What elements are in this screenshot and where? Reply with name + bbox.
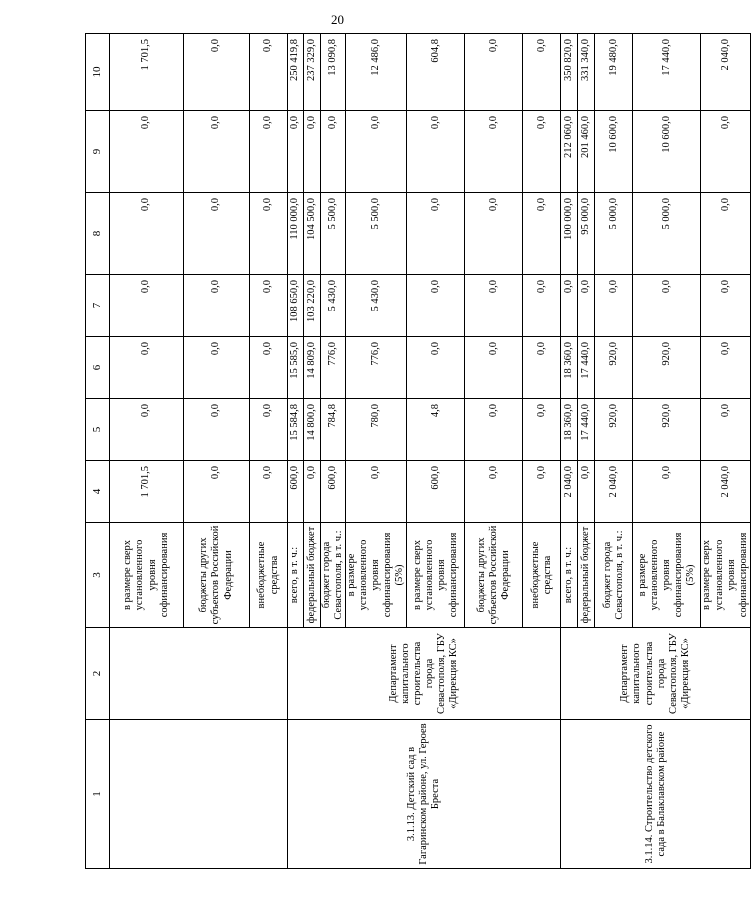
amount-cell: 0,0 xyxy=(465,34,523,111)
amount-cell: 0,0 xyxy=(523,337,561,399)
amount-cell: 5 430,0 xyxy=(321,275,346,337)
amount-cell: 0,0 xyxy=(523,399,561,461)
funding-source-cell: всего, в т. ч.: xyxy=(561,523,578,628)
amount-cell: 2 040,0 xyxy=(595,461,633,523)
amount-cell: 17 440,0 xyxy=(633,34,701,111)
budget-table xyxy=(85,33,751,869)
budget-table-body xyxy=(86,34,751,869)
amount-cell: 0,0 xyxy=(465,399,523,461)
amount-cell: 0,0 xyxy=(701,275,750,337)
amount-cell: 0,0 xyxy=(110,399,184,461)
funding-source-cell: федеральный бюджет xyxy=(304,523,321,628)
funding-source-cell: всего, в т. ч.: xyxy=(288,523,304,628)
amount-cell: 0,0 xyxy=(184,461,250,523)
amount-cell: 0,0 xyxy=(407,193,465,275)
amount-cell: 0,0 xyxy=(184,399,250,461)
amount-cell: 0,0 xyxy=(110,337,184,399)
amount-cell: 350 820,0 xyxy=(561,34,578,111)
funding-source-cell: в размере сверх установленного уровня софинансирования xyxy=(407,523,465,628)
funding-source-cell: федеральный бюджет xyxy=(578,523,595,628)
amount-cell: 604,8 xyxy=(407,34,465,111)
amount-cell: 201 460,0 xyxy=(578,111,595,193)
amount-cell: 18 360,0 xyxy=(561,337,578,399)
amount-cell: 0,0 xyxy=(110,193,184,275)
amount-cell: 0,0 xyxy=(250,461,288,523)
amount-cell: 14 809,0 xyxy=(304,337,321,399)
page-number: 20 xyxy=(331,12,344,27)
amount-cell: 920,0 xyxy=(595,337,633,399)
amount-cell: 237 329,0 xyxy=(304,34,321,111)
amount-cell: 0,0 xyxy=(465,461,523,523)
amount-cell: 0,0 xyxy=(110,275,184,337)
amount-cell: 600,0 xyxy=(407,461,465,523)
column-number: 8 xyxy=(86,193,110,275)
amount-cell: 104 500,0 xyxy=(304,193,321,275)
amount-cell: 0,0 xyxy=(523,111,561,193)
table-row xyxy=(561,34,578,869)
item-name-cell: 3.1.14. Строительство детского сада в Балаклавском районе xyxy=(561,720,750,869)
amount-cell: 100 000,0 xyxy=(561,193,578,275)
column-number: 2 xyxy=(86,628,110,720)
amount-cell: 600,0 xyxy=(321,461,346,523)
amount-cell: 0,0 xyxy=(523,275,561,337)
column-number: 1 xyxy=(86,720,110,869)
amount-cell: 5 000,0 xyxy=(633,193,701,275)
item-name-cell xyxy=(110,720,288,869)
funding-source-cell: бюджет города Севастополя, в т. ч.: xyxy=(595,523,633,628)
amount-cell: 5 500,0 xyxy=(321,193,346,275)
funding-source-cell: в размере сверх установленного уровня софинансирования xyxy=(110,523,184,628)
amount-cell: 0,0 xyxy=(561,275,578,337)
amount-cell: 95 000,0 xyxy=(578,193,595,275)
column-number: 7 xyxy=(86,275,110,337)
amount-cell: 331 340,0 xyxy=(578,34,595,111)
amount-cell: 0,0 xyxy=(407,337,465,399)
column-number: 6 xyxy=(86,337,110,399)
amount-cell: 0,0 xyxy=(407,275,465,337)
amount-cell: 0,0 xyxy=(578,461,595,523)
column-number: 4 xyxy=(86,461,110,523)
amount-cell: 0,0 xyxy=(250,399,288,461)
column-number: 9 xyxy=(86,111,110,193)
amount-cell: 0,0 xyxy=(465,111,523,193)
amount-cell: 920,0 xyxy=(633,399,701,461)
amount-cell: 0,0 xyxy=(701,399,750,461)
amount-cell: 920,0 xyxy=(633,337,701,399)
funding-source-cell: в размере установленного уровня софинансирования (5%) xyxy=(346,523,407,628)
amount-cell: 15 584,8 xyxy=(288,399,304,461)
rotated-table-area xyxy=(85,33,749,869)
funding-source-cell: в размере сверх установленного уровня софинансирования xyxy=(701,523,750,628)
amount-cell: 776,0 xyxy=(321,337,346,399)
amount-cell: 0,0 xyxy=(346,111,407,193)
amount-cell: 0,0 xyxy=(304,111,321,193)
amount-cell: 1 701,5 xyxy=(110,461,184,523)
amount-cell: 776,0 xyxy=(346,337,407,399)
amount-cell: 110 000,0 xyxy=(288,193,304,275)
column-number: 3 xyxy=(86,523,110,628)
amount-cell: 0,0 xyxy=(465,275,523,337)
funding-source-cell: бюджет города Севастополя, в т. ч.: xyxy=(321,523,346,628)
amount-cell: 0,0 xyxy=(346,461,407,523)
funding-source-cell: бюджеты других субъектов Российской Федерации xyxy=(184,523,250,628)
amount-cell: 0,0 xyxy=(321,111,346,193)
funding-source-cell: бюджеты других субъектов Российской Федерации xyxy=(465,523,523,628)
amount-cell: 0,0 xyxy=(184,337,250,399)
amount-cell: 0,0 xyxy=(250,34,288,111)
amount-cell: 17 440,0 xyxy=(578,337,595,399)
amount-cell: 0,0 xyxy=(465,337,523,399)
amount-cell: 0,0 xyxy=(250,337,288,399)
amount-cell: 0,0 xyxy=(250,193,288,275)
amount-cell: 103 220,0 xyxy=(304,275,321,337)
amount-cell: 920,0 xyxy=(595,399,633,461)
amount-cell: 0,0 xyxy=(633,461,701,523)
amount-cell: 0,0 xyxy=(304,461,321,523)
amount-cell: 0,0 xyxy=(184,193,250,275)
amount-cell: 5 500,0 xyxy=(346,193,407,275)
amount-cell: 784,8 xyxy=(321,399,346,461)
amount-cell: 0,0 xyxy=(288,111,304,193)
amount-cell: 18 360,0 xyxy=(561,399,578,461)
amount-cell: 0,0 xyxy=(110,111,184,193)
funding-source-cell: в размере установленного уровня софинансирования (5%) xyxy=(633,523,701,628)
amount-cell: 19 480,0 xyxy=(595,34,633,111)
amount-cell: 5 430,0 xyxy=(346,275,407,337)
amount-cell: 5 000,0 xyxy=(595,193,633,275)
funding-source-cell: внебюджетные средства xyxy=(250,523,288,628)
amount-cell: 2 040,0 xyxy=(561,461,578,523)
amount-cell: 0,0 xyxy=(250,111,288,193)
executor-cell: Департамент капитального строительства города Севастополя, ГБУ «Дирекция КС» xyxy=(288,628,561,720)
amount-cell: 0,0 xyxy=(523,193,561,275)
amount-cell: 10 600,0 xyxy=(633,111,701,193)
amount-cell: 250 419,8 xyxy=(288,34,304,111)
amount-cell: 0,0 xyxy=(523,34,561,111)
executor-cell xyxy=(110,628,288,720)
amount-cell: 0,0 xyxy=(465,193,523,275)
amount-cell: 780,0 xyxy=(346,399,407,461)
amount-cell: 0,0 xyxy=(523,461,561,523)
column-number-row xyxy=(86,34,110,869)
amount-cell: 0,0 xyxy=(407,111,465,193)
amount-cell: 10 600,0 xyxy=(595,111,633,193)
amount-cell: 212 060,0 xyxy=(561,111,578,193)
amount-cell: 1 701,5 xyxy=(110,34,184,111)
column-number: 10 xyxy=(86,34,110,111)
amount-cell: 12 486,0 xyxy=(346,34,407,111)
amount-cell: 2 040,0 xyxy=(701,461,750,523)
amount-cell: 0,0 xyxy=(184,111,250,193)
amount-cell: 2 040,0 xyxy=(701,34,750,111)
table-row xyxy=(110,34,184,869)
item-name-cell: 3.1.13. Детский сад в Гагаринском районе, ул. Героев Бреста xyxy=(288,720,561,869)
amount-cell: 0,0 xyxy=(701,337,750,399)
amount-cell: 0,0 xyxy=(595,275,633,337)
funding-source-cell: внебюджетные средства xyxy=(523,523,561,628)
amount-cell: 13 090,8 xyxy=(321,34,346,111)
amount-cell: 15 585,0 xyxy=(288,337,304,399)
executor-cell: Департамент капитального строительства города Севастополя, ГБУ «Дирекция КС» xyxy=(561,628,750,720)
amount-cell: 0,0 xyxy=(184,275,250,337)
column-number: 5 xyxy=(86,399,110,461)
amount-cell: 17 440,0 xyxy=(578,399,595,461)
amount-cell: 108 650,0 xyxy=(288,275,304,337)
amount-cell: 4,8 xyxy=(407,399,465,461)
amount-cell: 0,0 xyxy=(701,111,750,193)
amount-cell: 0,0 xyxy=(250,275,288,337)
amount-cell: 0,0 xyxy=(578,275,595,337)
amount-cell: 600,0 xyxy=(288,461,304,523)
table-row xyxy=(288,34,304,869)
amount-cell: 0,0 xyxy=(701,193,750,275)
amount-cell: 0,0 xyxy=(633,275,701,337)
rotated-table-wrapper xyxy=(85,33,749,869)
amount-cell: 0,0 xyxy=(184,34,250,111)
amount-cell: 14 800,0 xyxy=(304,399,321,461)
